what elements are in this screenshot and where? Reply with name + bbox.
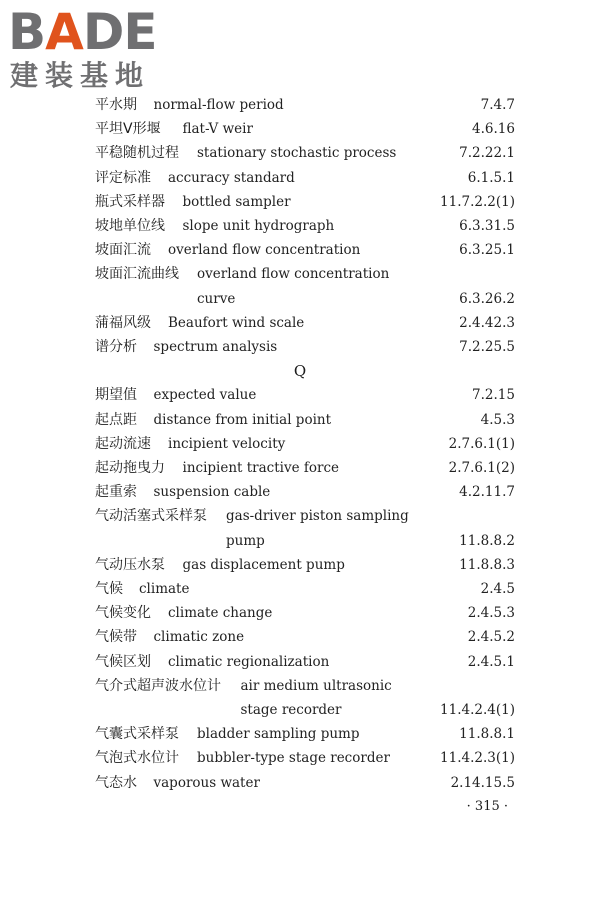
index-entry [0,578,600,600]
entry-english-term: gas displacement pump [182,556,345,573]
index-entry [0,215,600,237]
index-entry [0,699,600,721]
index-entry [0,530,600,552]
entry-chinese-term: 谱分析 [95,339,137,355]
entry-english-term: overland flow concentration [168,242,361,259]
entry-section-reference: 2.7.6.1(2) [448,460,515,476]
logo-wordmark: BADE [8,3,157,61]
entry-english-term: flat-V weir [182,121,253,138]
index-entry [0,772,600,794]
index-entry [0,651,600,673]
index-entry [0,288,600,310]
entry-section-reference: 11.4.2.4(1) [440,702,515,718]
index-entry [0,312,600,334]
entry-chinese-term: 起动拖曳力 [95,460,165,476]
entry-section-reference: 6.3.25.1 [459,242,515,259]
entry-english-term: climatic regionalization [168,653,330,670]
index-entry [0,747,600,769]
entry-section-reference: 11.4.2.3(1) [440,750,515,767]
entry-english-term: climate [139,581,190,597]
entry-section-reference: 7.2.22.1 [459,145,515,162]
entry-chinese-term: 气动压水泵 [95,556,165,573]
entry-chinese-term: 平水期 [95,97,137,113]
entry-section-reference: 11.8.8.1 [459,726,515,743]
entry-chinese-term: 瓶式采样器 [95,193,165,210]
entry-chinese-term: 坡面汇流曲线 [95,266,179,283]
entry-english-term: bottled sampler [182,193,291,210]
entry-chinese-term: 起重索 [95,484,137,501]
index-entry [0,94,600,116]
entry-english-term: curve [197,290,236,307]
index-entry [0,457,600,479]
entry-section-reference: 7.2.15 [472,387,515,404]
entry-chinese-term: 气候带 [95,629,137,646]
entry-english-term: suspension cable [153,484,271,501]
index-entry [0,554,600,576]
entry-section-reference: 6.1.5.1 [467,169,515,186]
entry-section-reference: 2.4.5 [480,581,515,597]
index-entry [0,602,600,624]
entry-chinese-term: 气候区划 [95,653,151,670]
entry-section-reference: 2.4.5.2 [467,629,515,646]
entry-english-term: normal-flow period [153,97,284,113]
entry-section-reference: 7.4.7 [480,97,515,113]
entry-chinese-term: 起动流速 [95,435,151,452]
entry-english-term: gas-driver piston sampling [226,508,409,525]
entry-english-term: bladder sampling pump [197,726,360,743]
entry-chinese-term: 气介式超声波水位计 [95,677,221,694]
entry-section-reference: 6.3.31.5 [459,218,515,234]
entry-english-term: accuracy standard [168,169,295,186]
index-entry [0,384,600,406]
entry-chinese-term: 气候变化 [95,605,151,622]
index-entry [0,481,600,503]
entry-chinese-term: 气态水 [95,774,137,791]
entry-chinese-term: 坡面汇流 [95,242,151,259]
logo-chinese-text: 建装基地 [10,59,151,92]
index-entry [0,626,600,648]
entry-section-reference: 2.4.5.3 [467,605,515,622]
entry-section-reference: 4.2.11.7 [459,484,515,501]
index-entry [0,433,600,455]
entry-english-term: bubbler-type stage recorder [197,750,390,767]
entry-chinese-term: 蒲福风级 [95,314,151,331]
entry-chinese-term: 气囊式采样泵 [95,726,179,743]
index-entry [0,336,600,358]
entry-section-reference: 4.5.3 [480,411,515,428]
entry-english-term: incipient tractive force [182,460,340,476]
entry-english-term: air medium ultrasonic [240,677,392,694]
section-letter-heading: Q [293,362,307,381]
entry-english-term: slope unit hydrograph [182,218,335,234]
entry-chinese-term: 气动活塞式采样泵 [95,508,207,525]
index-entry [0,118,600,140]
entry-english-term: spectrum analysis [153,339,278,355]
index-entry [0,723,600,745]
entry-chinese-term: 起点距 [95,411,137,428]
entry-section-reference: 2.4.5.1 [467,653,515,670]
page-number: · 315 · [466,799,508,814]
entry-section-reference: 6.3.26.2 [459,290,515,307]
entry-chinese-term: 评定标准 [95,169,151,186]
entry-section-reference: 11.8.8.3 [459,556,515,573]
entry-section-reference: 2.7.6.1(1) [448,435,515,452]
entry-english-term: climatic zone [153,629,245,646]
index-entry [0,505,600,527]
entry-section-reference: 4.6.16 [472,121,515,138]
index-entry [0,142,600,164]
entry-section-reference: 11.7.2.2(1) [440,193,515,210]
entry-section-reference: 7.2.25.5 [459,339,515,355]
index-entry [0,191,600,213]
entry-english-term: incipient velocity [168,435,286,452]
entry-english-term: vaporous water [153,774,260,791]
entry-english-term: climate change [168,605,273,622]
entry-chinese-term: 期望值 [95,387,137,404]
index-entry [0,167,600,189]
entry-english-term: pump [226,532,265,549]
entry-section-reference: 2.14.15.5 [450,774,515,791]
entry-chinese-term: 坡地单位线 [95,218,165,234]
index-entry [0,409,600,431]
entry-english-term: overland flow concentration [197,266,390,283]
entry-section-reference: 2.4.42.3 [459,314,515,331]
entry-chinese-term: 气泡式水位计 [95,750,179,767]
entry-section-reference: 11.8.8.2 [459,532,515,549]
entry-english-term: stationary stochastic process [197,145,397,162]
entry-english-term: distance from initial point [153,411,332,428]
entry-chinese-term: 平坦V形堰 [95,121,161,138]
index-entry [0,239,600,261]
entry-english-term: expected value [153,387,257,404]
index-entry [0,675,600,697]
index-entry [0,263,600,285]
entry-english-term: Beaufort wind scale [168,314,305,331]
entry-chinese-term: 平稳随机过程 [95,145,179,162]
entry-english-term: stage recorder [240,702,342,718]
entry-chinese-term: 气候 [95,581,123,597]
